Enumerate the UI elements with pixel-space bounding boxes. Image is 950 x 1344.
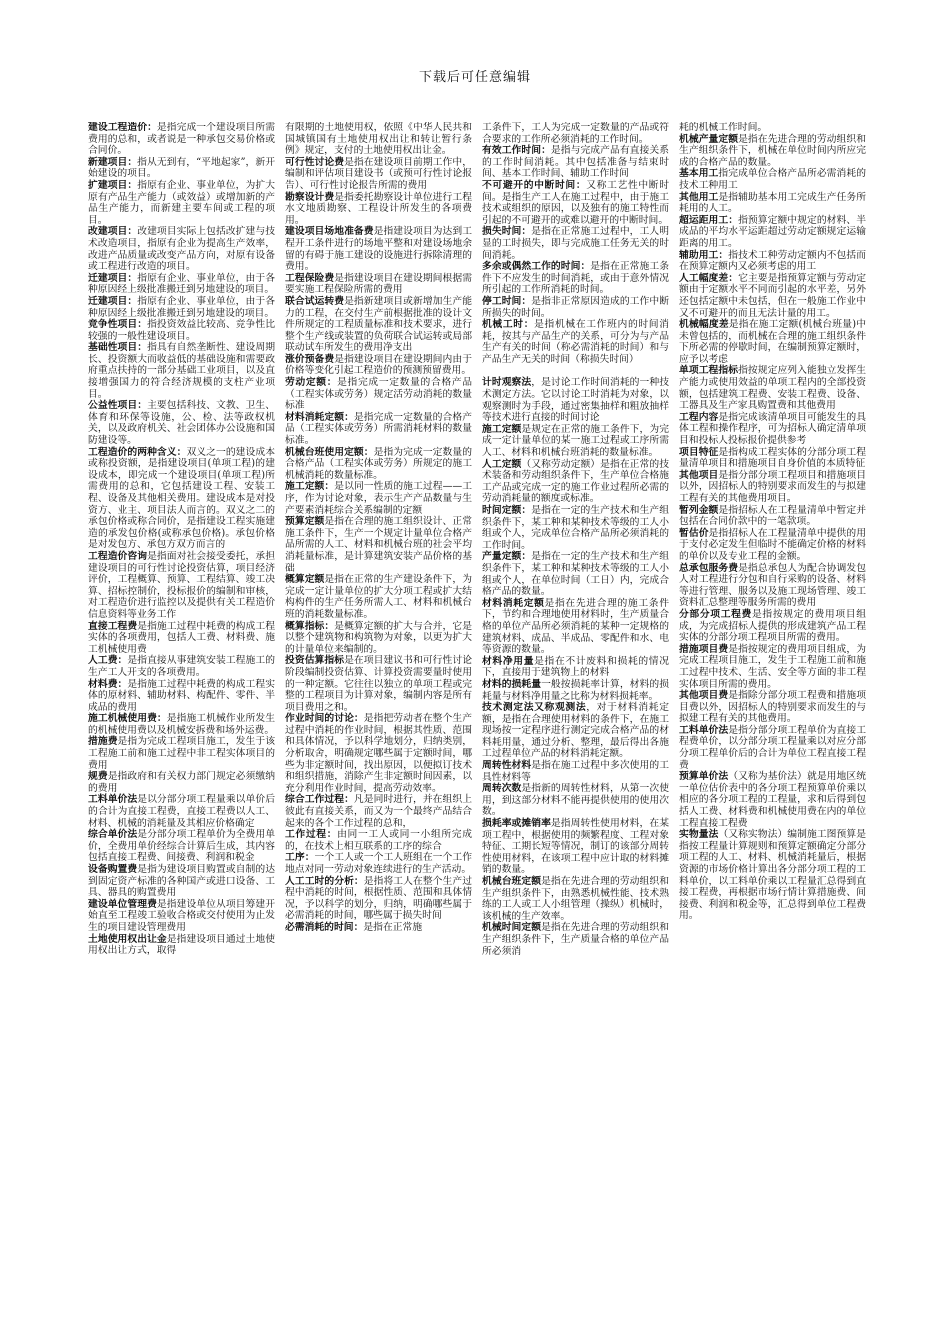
glossary-definition: 改建项目实际上包括改扩建与技术改造项目，指原有企业为提高生产效率，改进产品质量或改变产品方向，对原有设备或工程进行改造的项目。: [88, 226, 275, 273]
glossary-definition: 是指施工机械作业所发生的机械使用费以及机械安拆费和场外运费。: [88, 713, 275, 736]
glossary-term: 劳动定额：: [285, 377, 338, 389]
glossary-entry: [482, 424, 669, 459]
glossary-term: 人工定额: [482, 458, 522, 470]
glossary-definition: 是指分部分项工程单价为直接工程费单价，以分部分项工程量乘以对应分部分项工程单价后的合计为单位工程直接工程费: [679, 724, 866, 771]
glossary-definition: 一般按损耗率计算，材料的损耗量与材料净用量之比称为材料损耗率。: [482, 678, 669, 702]
glossary-entry: [482, 922, 669, 957]
glossary-entry: [88, 180, 275, 226]
glossary-term: 周转性材料: [482, 760, 532, 772]
glossary-definition: 凡是同时进行，并在组织上彼此有直接关系，而又为一个最终产品结合起来的各个工作过程的总和，: [285, 794, 472, 829]
glossary-term: 工程造价的两种含义：: [88, 446, 187, 458]
glossary-term: 其他项目费: [679, 690, 729, 702]
glossary-term: 作业时间的讨论：: [285, 713, 364, 725]
glossary-entry: [679, 215, 866, 250]
glossary-term: 土地使用权出让金: [88, 933, 167, 945]
glossary-definition: （又称为基价法）就是用地区统一单位估价表中的各分项工程预算单价乘以相应的各分项工程的工程量，求和后得到包括人工费、材料费和机械使用费在内的单位工程直接工程费: [679, 771, 866, 829]
text-column-4: [679, 122, 866, 1252]
glossary-term: 材料消耗定额：: [285, 411, 354, 423]
glossary-entry: [679, 829, 866, 922]
glossary-term: 机械时间定额: [482, 922, 542, 934]
glossary-entry: [679, 412, 866, 447]
glossary-entry: [88, 934, 275, 957]
glossary-term: 迁建项目：: [88, 272, 138, 284]
glossary-term: 综合工作过程：: [285, 794, 354, 806]
glossary-definition: 是指按规定的费用项目组成，为完成招标人提供的形成建筑产品工程实体的分部分项工程项目所需的费用。: [679, 608, 866, 644]
glossary-entry: [482, 876, 669, 922]
glossary-entry: [679, 470, 866, 505]
glossary-entry: [285, 296, 472, 354]
glossary-entry: [482, 377, 669, 423]
glossary-entry: [482, 226, 669, 261]
glossary-definition: 工条件下，工人为完成一定数量的产品或符合要求的工作所必须消耗的工作时间。: [482, 122, 669, 145]
glossary-term: 工料单价法: [679, 724, 729, 736]
glossary-definition: 是指为建设项目购置或自制的达到固定资产标准的各种国产或进口设备、工具、器具的购置费用: [88, 864, 275, 899]
glossary-entry: [285, 157, 472, 192]
glossary-definition: 指投资效益比较高、竞争性比较强的一般性建设项目。: [88, 319, 275, 342]
glossary-definition: 指完成单位合格产品所必需消耗的技术工种用工: [679, 168, 866, 191]
glossary-term: 有效工作时间：: [482, 145, 551, 157]
glossary-term: 单项工程指标: [679, 365, 739, 377]
glossary-entry: [679, 134, 866, 169]
glossary-definition: 是指直接从事建筑安装工程施工的生产工人开支的各项费用。: [88, 655, 275, 678]
glossary-definition: 是指施工过程中耗费的构成工程实体的各项费用，包括人工费、材料费、施工机械使用费: [88, 620, 275, 655]
glossary-definition: 是指为完成工程项目施工，发生于该工程施工前和施工过程中非工程实体项目的费用: [88, 736, 275, 771]
glossary-entry: [679, 122, 866, 134]
glossary-term: 基本用工: [679, 168, 719, 180]
glossary-entry: [88, 319, 275, 342]
glossary-term: 施工机械使用费：: [88, 713, 167, 725]
glossary-term: 竞争性项目：: [88, 319, 148, 331]
glossary-term: 机械幅度差: [679, 319, 729, 331]
glossary-term: 机械台班定额: [482, 876, 542, 887]
glossary-definition: 是指在建设项目前期工作中，编制和评估项目建设书（或预可行性讨论报告）、可行性讨论报告所需的费用: [285, 156, 472, 191]
glossary-definition: 是指机械在工作班内的时间消耗，按其与产品生产的关系，可分为与产品生产有关的时间（称必需消耗的时间）和与产品生产无关的时间（称损失时间）: [482, 319, 669, 365]
glossary-entry: [679, 644, 866, 690]
glossary-definition: 是指完成一定数量的合格产品（工程实体或劳务）所需消耗材料的数量标准。: [285, 411, 472, 447]
glossary-definition: 是指与完成产品有直接关系的工作时间消耗。其中包括准备与结束时间、基本工作时间、辅助工作时间: [482, 145, 669, 180]
glossary-term: 建设单位管理费: [88, 898, 157, 910]
glossary-term: 不可避开的中断时间：: [482, 179, 587, 191]
glossary-entry: [285, 377, 472, 412]
glossary-definition: 是指面对社会接受委托，承担建设项目的可行性讨论投资估算，项目经济评价，工程概算、预算、工程结算、竣工决算、招标控制价，投标报价的编制和审核，对工程造价进行监控以及提供有关工程造价信息资料等业务工作: [88, 550, 275, 620]
glossary-entry: [679, 725, 866, 771]
glossary-definition: 是指政府和有关权力部门规定必须缴纳的费用: [88, 771, 275, 794]
glossary-definition: 是指分部分项工程项目和措施项目以外，因招标人的特别要求而发生的与拟建工程有关的其他费用项目。: [679, 469, 866, 504]
text-column-3: [482, 122, 669, 1252]
glossary-entry: [285, 621, 472, 656]
glossary-definition: 是以同一性质的施工过程——工序，作为讨论对象，表示生产产品数量与生产要素消耗综合关系编制的定额: [285, 481, 472, 516]
glossary-entry: [88, 273, 275, 296]
glossary-term: 联合试运转费: [285, 295, 345, 307]
glossary-term: 施工定额: [482, 423, 522, 435]
glossary-term: 设备购置费: [88, 864, 138, 875]
glossary-entry: [679, 690, 866, 725]
text-column-2: [285, 122, 472, 1252]
glossary-entry: [482, 145, 669, 180]
glossary-entry: [679, 563, 866, 609]
glossary-definition: 是指招标人在工程量清单中提供的用于支付必定发生但临时不能确定价格的材料的单价以及专业工程的金额。: [679, 527, 866, 562]
glossary-entry: [285, 713, 472, 794]
glossary-definition: 是指在先进合理的劳动组织和生产组织条件下，由熟悉机械性能、技术熟练的工人或工人小组管理（操纵）机械时，该机械的生产效率。: [482, 876, 669, 922]
glossary-term: 基础性项目：: [88, 342, 148, 354]
glossary-definition: 指原有企业、事业单位，由于各种原因经上级批准搬迁到另地建设的项目。: [88, 272, 275, 296]
glossary-term: 其他项目: [679, 469, 719, 481]
glossary-definition: 是指辅助基本用工完成生产任务所耗用的人工。: [679, 191, 866, 215]
glossary-term: 措施项目费: [679, 643, 729, 655]
glossary-definition: ，对于材料消耗定额，是指在合理使用材料的条件下，在施工现场按一定程序进行测定完成合格产品的材料耗用量，通过分析、整理，最后得出各施工过程单位产品的材料消耗定额。: [482, 702, 669, 760]
glossary-term: 扩建项目：: [88, 179, 138, 191]
glossary-entry: [482, 760, 669, 783]
glossary-definition: 是指在先进合理的劳动组织和生产组织条件下，机械在单位时间内所应完成的合格产品的数量。: [679, 133, 866, 168]
glossary-entry: [88, 655, 275, 678]
glossary-entry: [285, 655, 472, 713]
glossary-entry: [482, 656, 669, 679]
glossary-definition: 是指在不计废料和损耗的情况下，直接用于建筑物上的材料: [482, 655, 669, 679]
glossary-definition: 是指为完成一定数量的合格产品（工程实体或劳务）所规定的施工机械消耗的数量标准。: [285, 446, 472, 481]
glossary-entry: [285, 192, 472, 227]
glossary-term: 建设工程造价：: [88, 122, 157, 133]
glossary-entry: [679, 505, 866, 528]
glossary-entry: [88, 864, 275, 899]
glossary-entry: [88, 447, 275, 551]
glossary-entry: [482, 551, 669, 597]
glossary-entry: [285, 876, 472, 922]
glossary-definition: 是指在先进合理的劳动组织和生产组织条件下，生产质量合格的单位产品所必须消: [482, 922, 669, 957]
glossary-entry: [285, 481, 472, 516]
glossary-definition: 是分部分项工程单价为全费用单价，全费用单价经综合计算后生成，其内容包括直接工程费、间接费、利润和税金: [88, 829, 275, 864]
glossary-definition: 指原有企业、事业单位，为扩大原有产品生产能力（或效益）或增加新的产品生产能力，而新建主要车间或工程的项目。: [88, 179, 275, 226]
glossary-term: 工序：: [285, 852, 315, 864]
glossary-definition: 有限期的土地使用权，依照《中华人民共和国城镇国有土地使用权出让和转让暂行条例》规定，支付的土地使用权出让金。: [285, 122, 472, 157]
glossary-term: 损失时间：: [482, 226, 532, 238]
glossary-entry: [88, 551, 275, 621]
glossary-term: 总承包服务费: [679, 562, 739, 574]
glossary-term: 人工费：: [88, 655, 128, 667]
text-column-1: [88, 122, 275, 1252]
glossary-definition: 是指新的周转性材料，从第一次使用，到这部分材料不能再提供使用的使用次数。: [482, 783, 669, 818]
glossary-definition: 一个工人或一个工人班组在一个工作地点对同一劳动对象连续进行的生产活动。: [285, 852, 472, 875]
glossary-term: 周转次数: [482, 783, 522, 795]
glossary-entry: [482, 261, 669, 296]
glossary-term: 建设项目场地准备费: [285, 226, 374, 238]
glossary-entry: [88, 829, 275, 864]
glossary-entry: [88, 157, 275, 180]
glossary-term: 人工工时的分析：: [285, 875, 364, 887]
glossary-term: 规费: [88, 771, 108, 783]
glossary-term: 勘察设计费: [285, 191, 335, 203]
glossary-entry: [88, 679, 275, 714]
glossary-entry: [679, 447, 866, 470]
glossary-entry: [285, 122, 472, 157]
glossary-entry: [285, 852, 472, 875]
glossary-term: 实物量法: [679, 829, 719, 841]
glossary-term: 超运距用工：: [679, 214, 739, 226]
glossary-definition: 指技术工种劳动定额内不包括而在预算定额内又必须考虑的用工: [679, 249, 866, 273]
glossary-entry: [482, 783, 669, 818]
glossary-entry: [482, 122, 669, 145]
glossary-entry: [482, 702, 669, 760]
glossary-entry: [285, 226, 472, 272]
glossary-definition: 是指构成工程实体的分部分项工程量清单项目和措施项目自身价值的本质特征: [679, 446, 866, 470]
glossary-definition: 是指建设项目通过土地使用权出让方式，取得: [88, 933, 275, 957]
glossary-definition: 指预算定额中规定的材料、半成品的平均水平运距超过劳动定额规定运输距离的用工。: [679, 214, 866, 249]
glossary-definition: 是指将工人在整个生产过程中消耗的时间，根据性质、范围和具体情况，予以科学的划分，归纳，明确哪些属于必需消耗的时间，哪些属于损失时间: [285, 875, 472, 922]
glossary-definition: （又称实物法）编制施工图预算是指按工程量计算规则和预算定额确定分部分项工程的人工、材料、机械消耗量后，根据资源的市场价格计算出各分部分项工程的工料单价，以工料单价乘以工程量汇总得到直接工程费，再根据市场行情计算措施费、间接费、利润和税金等，汇总得到单位工程费用。: [679, 829, 866, 922]
glossary-term: 损耗率或摊销率: [482, 818, 551, 830]
glossary-entry: [679, 609, 866, 644]
glossary-definition: 是指施工过程中耗费的构成工程实体的原材料、辅助材料、构配件、零件、半成品的费用: [88, 678, 275, 713]
glossary-term: 材料净用量: [482, 655, 535, 667]
glossary-term: 人工幅度差：: [679, 272, 739, 284]
glossary-term: 其他用工: [679, 191, 719, 203]
glossary-definition: 它主要是指预算定额与劳动定额由于定额水平不同而引起的水平差，另外还包括定额中未包括，但在一般施工作业中又不可避开的而且无法计量的用工。: [679, 272, 866, 319]
glossary-entry: [482, 818, 669, 876]
glossary-entry: [285, 447, 472, 482]
glossary-entry: [482, 505, 669, 551]
glossary-definition: 是指在合理的施工组织设计、正常施工条件下，生产一个规定计量单位合格产品所需的人工、材料和机械台班的社会平均消耗量标准，是计算建筑安装产品价格的基础: [285, 516, 472, 574]
glossary-term: 综合单价法: [88, 829, 138, 841]
document-body: [88, 122, 868, 1252]
glossary-term: 预算定额: [285, 516, 325, 528]
glossary-definition: 指从无到有，“平地起家”，新开始建设的项目。: [88, 156, 275, 180]
glossary-entry: [285, 412, 472, 447]
glossary-definition: 是指在正常施: [363, 921, 423, 933]
glossary-entry: [679, 771, 866, 829]
glossary-definition: 是指在施工定额(机械台班量)中未曾包括的，而机械在合理的施工组织条件下所必需的停歇时间，在编制预算定额时，应予以考虑: [679, 319, 866, 365]
glossary-term: 工料单价法: [88, 794, 138, 806]
glossary-definition: 是指在正常的生产建设条件下，为完成一定计量单位的扩大分项工程或扩大结构构件的生产任务所需人工、材料和机械台班的消耗数量标准。: [285, 574, 472, 620]
glossary-definition: 是指按规定的费用项目组成，为完成工程项目施工，发生于工程施工前和施工过程中技术、生活、安全等方面的非工程实体项目所需的费用。: [679, 643, 866, 690]
glossary-definition: 主要包括科技、文教、卫生、体育和环保等设施，公、检、法等政权机关，以及政府机关、社会团体办公设施和国防建设等。: [88, 400, 275, 447]
glossary-definition: 是指总承包人为配合协调发包人对工程进行分包和自行采购的设备、材料等进行管理、服务以及施工现场管理、竣工资料汇总整理等服务所需的费用: [679, 562, 866, 609]
glossary-entry: [679, 528, 866, 563]
glossary-definition: 是概算定额的扩大与合并，它是以整个建筑物和构筑物为对象，以更为扩大的计量单位来编制的。: [285, 620, 472, 655]
glossary-definition: ，是讨论工作时间消耗的一种技术测定方法。它以讨论工时消耗为对象，以观察测时为手段，通过密集抽样和粗放抽样等技术进行直接的时间讨论: [482, 377, 669, 424]
glossary-entry: [679, 168, 866, 191]
glossary-term: 直接工程费: [88, 620, 138, 632]
glossary-entry: [88, 400, 275, 446]
glossary-term: 多余或偶然工作的时间：: [482, 261, 591, 273]
glossary-definition: 是指完成一定数量的合格产品（工程实体或劳务）规定活劳动消耗的数量标准: [285, 377, 472, 412]
glossary-term: 概算指标：: [285, 620, 335, 632]
glossary-definition: 是指建设项目在建设期间根据需要实施工程保险所需的费用: [285, 272, 472, 296]
glossary-entry: [482, 679, 669, 702]
glossary-entry: [88, 621, 275, 656]
glossary-entry: [88, 342, 275, 400]
glossary-entry: [285, 354, 472, 377]
glossary-term: 改建项目：: [88, 226, 138, 238]
page-header: 下载后可任意编辑: [418, 70, 531, 85]
glossary-term: 机械产量定额: [679, 133, 739, 145]
glossary-entry: [482, 296, 669, 319]
glossary-term: 工程内容: [679, 411, 719, 423]
glossary-term: 工程造价咨询: [88, 550, 148, 562]
glossary-entry: [88, 296, 275, 319]
glossary-definition: 是指建设项目为达到工程开工条件进行的场地平整和对建设场地余留的有碍于施工建设的设施进行拆除清理的费用。: [285, 226, 472, 273]
glossary-term: 措施费: [88, 736, 118, 748]
glossary-entry: [482, 459, 669, 505]
glossary-term: 产量定额：: [482, 551, 532, 563]
glossary-definition: 是指非正常原因造成的工作中断所损失的时间。: [482, 295, 669, 319]
glossary-definition: 是指把劳动者在整个生产过程中消耗的作业时间，根据其性质、范围和具体情况，予以科学地划分，归纳类别，分析取舍，明确规定哪些属于定额时间，哪些为非定额时间，找出原因，以便拟订技术和组织措施，消除产生非定额时间因素，以充分利用作业时间，提高劳动效率。: [285, 713, 472, 794]
glossary-term: 技术测定法又称观测法: [482, 702, 587, 714]
glossary-definition: 指按规定应列入能独立发挥生产能力或使用效益的单项工程内的全部投资额，包括建筑工程费、安装工程费、设备、工器具及生产家具购置费和其他费用: [679, 365, 866, 412]
glossary-definition: 指具有自然垄断性、建设周期长、投资额大而收益低的基础设施和需要政府重点扶持的一部分基础工业项目，以及直接增强国力的符合经济规模的支柱产业项目。: [88, 342, 275, 400]
glossary-definition: 指原有企业、事业单位，由于各种原因经上级批准搬迁到另地建设的项目。: [88, 295, 275, 319]
glossary-entry: [679, 319, 866, 365]
glossary-definition: 是指招标人在工程量清单中暂定并包括在合同价款中的一笔款项。: [679, 504, 866, 528]
glossary-definition: 是指建设项目在建设期间内由于价格等变化引起工程造价的预测预留费用。: [285, 353, 472, 377]
glossary-entry: [482, 180, 669, 226]
glossary-entry: [285, 829, 472, 852]
glossary-term: 材料费：: [88, 678, 128, 690]
glossary-term: 机械工时：: [482, 319, 535, 331]
glossary-entry: [679, 273, 866, 319]
glossary-definition: 双义之一的建设成本或称投资额，是指建设项目(单项工程)的建设成本，即完成一个建设项目(单项工程)所需费用的总和，它包括建设工程、安装工程、设备及其他相关费用。建设成本是对投资方、业主、项目法人而言的。双义之二的承包价格或称合同价，是指建设工程实施建造的承发包价格(或称承包价格)。承包价格是对发包方、承包方双方而言的: [88, 446, 275, 551]
glossary-entry: [88, 899, 275, 934]
glossary-definition: 是指周转性使用材料，在某项工程中，根据使用的频繁程度、工程对象特征、工期长短等情况，制订的该部分周转性使用材料，在该项工程中应计取的材料摊销的数量。: [482, 818, 669, 876]
glossary-term: 必需消耗的时间：: [285, 921, 364, 933]
glossary-definition: 是指在正常施工条件下不应发生的时间消耗，或由于意外情况所引起的工作所消耗的时间。: [482, 261, 669, 296]
glossary-term: 施工定额：: [285, 481, 335, 493]
glossary-definition: 是以分部分项工程量乘以单价后的合计为直接工程费，直接工程费以人工、材料、机械的消耗量及其相应价格确定: [88, 794, 275, 829]
glossary-term: 迁建项目：: [88, 295, 138, 307]
glossary-definition: （又称劳动定额）是指在正常的技术装备和劳动组织条件下，生产单位合格施工产品或完成一定的施工作业过程所必需的劳动消耗量的额度或标准。: [482, 458, 669, 505]
glossary-definition: 是指完成该清单项目可能发生的具体工程和操作程序，可为招标人确定清单项目和投标人投标报价提供参考: [679, 411, 866, 447]
glossary-definition: 是指在一定的生产技术和生产组织条件下，某工种和某种技术等级的工人小组或个人，完成单位合格产品所必须消耗的工作时间。: [482, 505, 669, 551]
glossary-definition: 是指在一定的生产技术和生产组织条件下，某工种和某种技术等级的工人小组或个人，在单位时间（工日）内，完成合格产品的数量。: [482, 551, 669, 598]
glossary-term: 计时观察法: [482, 377, 532, 389]
glossary-entry: [285, 273, 472, 296]
glossary-term: 暂估价: [679, 527, 709, 539]
glossary-term: 可行性讨论费: [285, 156, 345, 168]
glossary-term: 辅助用工：: [679, 249, 729, 261]
glossary-definition: 是指在正常施工过程中，工人明显的工时损失，即与完成施工任务无关的时间消耗。: [482, 226, 669, 261]
glossary-term: 涨价预备费: [285, 353, 335, 365]
glossary-entry: [285, 794, 472, 829]
glossary-definition: 是指建设单位从项目筹建开始直至工程竣工验收合格或交付使用为止发生的项目建设管理费用: [88, 898, 275, 933]
glossary-entry: [88, 736, 275, 771]
glossary-entry: [88, 122, 275, 157]
glossary-term: 预算单价法: [679, 771, 729, 783]
glossary-term: 工作过程：: [285, 829, 338, 841]
glossary-definition: 又称工艺性中断时间。是指生产工人在施工过程中，由于施工技术或组织的原因，以及独有的施工特性而引起的不可避开的或难以避开的中断时间。: [482, 179, 669, 226]
glossary-entry: [285, 922, 472, 934]
glossary-term: 新建项目：: [88, 156, 138, 168]
glossary-entry: [679, 365, 866, 411]
glossary-entry: [88, 771, 275, 794]
glossary-entry: [88, 226, 275, 272]
glossary-term: 分部分项工程费: [679, 608, 752, 620]
glossary-term: 暂列金额: [679, 504, 719, 516]
glossary-term: 时间定额：: [482, 505, 532, 516]
glossary-term: 工程保险费: [285, 272, 335, 284]
glossary-definition: 耗的机械工作时间。: [679, 122, 768, 133]
glossary-definition: 是指完成一个建设项目所需费用的总和，或者说是一种承包交易价格或合同价。: [88, 122, 275, 157]
glossary-entry: [482, 598, 669, 656]
glossary-definition: 是指除分部分项工程费和措施项目费以外，因招标人的特别要求而发生的与拟建工程有关的其他费用。: [679, 690, 866, 725]
glossary-entry: [679, 192, 866, 215]
glossary-term: 公益性项目：: [88, 400, 148, 412]
glossary-entry: [88, 794, 275, 829]
glossary-definition: 是指新建项目或新增加生产能力的工程，在交付生产前根据批准的设计文件所规定的工程质量标准和技术要求，进行整个生产线或装置的负荷联合试运转或局部联动试车所发生的费用净支出: [285, 295, 472, 354]
glossary-definition: 是指在施工过程中多次使用的工具性材料等: [482, 760, 669, 783]
glossary-definition: 是在项目建议书和可行性讨论阶段编制投资估算、计算投资需要量时使用的一种定额。它往往以独立的单项工程或完整的工程项目为计算对象，编制内容是所有项目费用之和。: [285, 655, 472, 713]
glossary-term: 材料消耗定额: [482, 597, 545, 609]
glossary-term: 材料的损耗量: [482, 678, 542, 690]
glossary-entry: [482, 319, 669, 365]
glossary-term: 概算定额: [285, 574, 325, 586]
glossary-entry: [679, 250, 866, 273]
glossary-term: 投资估算指标: [285, 655, 345, 667]
glossary-definition: 是指在先进合理的施工条件下，节约和合理地使用材料时，生产质量合格的单位产品所必须消耗的某种一定规格的建筑材料、成品、半成品、零配件和水、电等资源的数量。: [482, 597, 669, 656]
glossary-term: 项目特征: [679, 446, 719, 458]
glossary-term: 机械台班使用定额：: [285, 446, 374, 458]
glossary-entry: [88, 713, 275, 736]
glossary-definition: 由同一工人或同一小组所完成的，在技术上相互联系的工序的综合: [285, 829, 472, 852]
glossary-term: 停工时间：: [482, 295, 532, 307]
glossary-entry: [285, 516, 472, 574]
glossary-entry: [285, 574, 472, 620]
glossary-definition: 是规定在正常的施工条件下，为完成一定计量单位的某一施工过程或工序所需人工、材料和机械台班消耗的数量标准。: [482, 423, 669, 459]
glossary-definition: 是指委托勘察设计单位进行工程水文地质勘察、工程设计所发生的各项费用。: [285, 191, 472, 226]
